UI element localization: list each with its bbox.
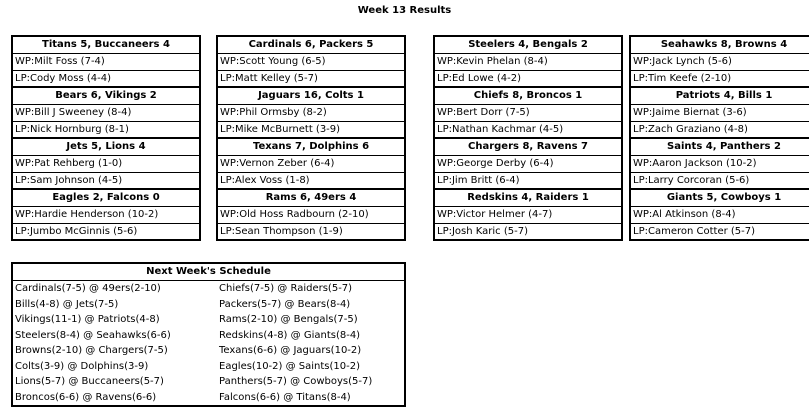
winning-pitcher: WP:Milt Foss (7-4) [13,54,199,71]
game-result-box [629,139,809,190]
losing-pitcher: LP:Sam Johnson (4-5) [15,175,123,186]
winning-pitcher: WP:Jack Lynch (5-6) [631,54,809,71]
game-result-box [11,35,201,88]
winning-pitcher: WP:Old Hoss Radbourn (2-10) [218,207,404,224]
game-result-box [216,35,406,88]
game-score: Rams 6, 49ers 4 [218,190,404,207]
game-result-box [216,190,406,241]
matchup: Bills(4-8) @ Jets(7-5) [15,298,119,310]
matchup: Colts(3-9) @ Dolphins(3-9) [15,360,149,372]
game-result-box [629,35,809,88]
losing-pitcher: LP:Jim Britt (6-4) [437,175,520,186]
game-score: Jaguars 16, Colts 1 [218,88,404,105]
matchup: Cardinals(7-5) @ 49ers(2-10) [15,283,161,294]
game-result-box [11,88,201,139]
losing-pitcher: LP:Matt Kelley (5-7) [220,73,318,84]
winning-pitcher: WP:Vernon Zeber (6-4) [218,156,404,173]
game-result-box [433,88,623,139]
game-score: Chiefs 8, Broncos 1 [435,88,621,105]
winning-pitcher: WP:Al Atkinson (8-4) [631,207,809,224]
game-score: Steelers 4, Bengals 2 [435,37,621,54]
game-score: Giants 5, Cowboys 1 [631,190,809,207]
game-result-box [216,139,406,190]
winning-pitcher: WP:Aaron Jackson (10-2) [631,156,809,173]
game-result-box [11,190,201,241]
schedule-right-column [219,281,404,405]
results-column-4 [629,35,809,241]
game-score: Seahawks 8, Browns 4 [631,37,809,54]
game-result-box [433,190,623,241]
matchup: Packers(5-7) @ Bears(8-4) [219,298,351,310]
game-result-box [629,190,809,241]
winning-pitcher: WP:Victor Helmer (4-7) [435,207,621,224]
schedule-left-column [15,281,215,405]
results-column-2 [216,35,406,241]
losing-pitcher: LP:Nathan Kachmar (4-5) [437,124,564,135]
game-result-box [629,88,809,139]
game-result-box [433,35,623,88]
losing-pitcher: LP:Josh Karic (5-7) [437,226,528,237]
winning-pitcher: WP:George Derby (6-4) [435,156,621,173]
matchup: Browns(2-10) @ Chargers(7-5) [15,345,168,356]
matchup: Broncos(6-6) @ Ravens(6-6) [15,391,157,403]
matchup: Eagles(10-2) @ Saints(10-2) [219,360,361,372]
losing-pitcher: LP:Mike McBurnett (3-9) [220,124,341,135]
matchup: Vikings(11-1) @ Patriots(4-8) [15,314,160,325]
game-score: Cardinals 6, Packers 5 [218,37,404,54]
losing-pitcher: LP:Ed Lowe (4-2) [437,73,521,84]
schedule-title: Next Week's Schedule [13,264,404,281]
matchup: Rams(2-10) @ Bengals(7-5) [219,314,358,325]
matchup: Falcons(6-6) @ Titans(8-4) [219,391,351,403]
winning-pitcher: WP:Phil Ormsby (8-2) [218,105,404,122]
winning-pitcher: WP:Hardie Henderson (10-2) [13,207,199,224]
losing-pitcher: LP:Tim Keefe (2-10) [633,73,732,84]
game-score: Saints 4, Panthers 2 [631,139,809,156]
game-score: Texans 7, Dolphins 6 [218,139,404,156]
matchup: Lions(5-7) @ Buccaneers(5-7) [15,376,164,387]
matchup: Texans(6-6) @ Jaguars(10-2) [219,345,362,356]
matchup: Steelers(8-4) @ Seahawks(6-6) [15,329,171,341]
losing-pitcher: LP:Zach Graziano (4-8) [633,124,748,135]
game-result-box [11,139,201,190]
winning-pitcher: WP:Jaime Biernat (3-6) [631,105,809,122]
losing-pitcher: LP:Cody Moss (4-4) [15,73,111,84]
game-score: Chargers 8, Ravens 7 [435,139,621,156]
game-score: Eagles 2, Falcons 0 [13,190,199,207]
winning-pitcher: WP:Bert Dorr (7-5) [435,105,621,122]
winning-pitcher: WP:Bill J Sweeney (8-4) [13,105,199,122]
game-score: Jets 5, Lions 4 [13,139,199,156]
results-column-1 [11,35,201,241]
matchup: Chiefs(7-5) @ Raiders(5-7) [219,283,353,294]
game-result-box [216,88,406,139]
winning-pitcher: WP:Scott Young (6-5) [218,54,404,71]
losing-pitcher: LP:Nick Hornburg (8-1) [15,124,129,135]
page-title: Week 13 Results [357,5,452,16]
game-result-box [433,139,623,190]
losing-pitcher: LP:Jumbo McGinnis (5-6) [15,226,138,237]
matchup: Redskins(4-8) @ Giants(8-4) [219,329,361,341]
next-week-schedule [11,262,406,407]
losing-pitcher: LP:Sean Thompson (1-9) [220,226,343,237]
results-column-3 [433,35,623,241]
game-score: Redskins 4, Raiders 1 [435,190,621,207]
losing-pitcher: LP:Alex Voss (1-8) [220,175,310,186]
game-score: Patriots 4, Bills 1 [631,88,809,105]
game-score: Bears 6, Vikings 2 [13,88,199,105]
matchup: Panthers(5-7) @ Cowboys(5-7) [219,376,373,387]
losing-pitcher: LP:Cameron Cotter (5-7) [633,226,756,237]
winning-pitcher: WP:Kevin Phelan (8-4) [435,54,621,71]
game-score: Titans 5, Buccaneers 4 [13,37,199,54]
winning-pitcher: WP:Pat Rehberg (1-0) [13,156,199,173]
losing-pitcher: LP:Larry Corcoran (5-6) [633,175,750,186]
